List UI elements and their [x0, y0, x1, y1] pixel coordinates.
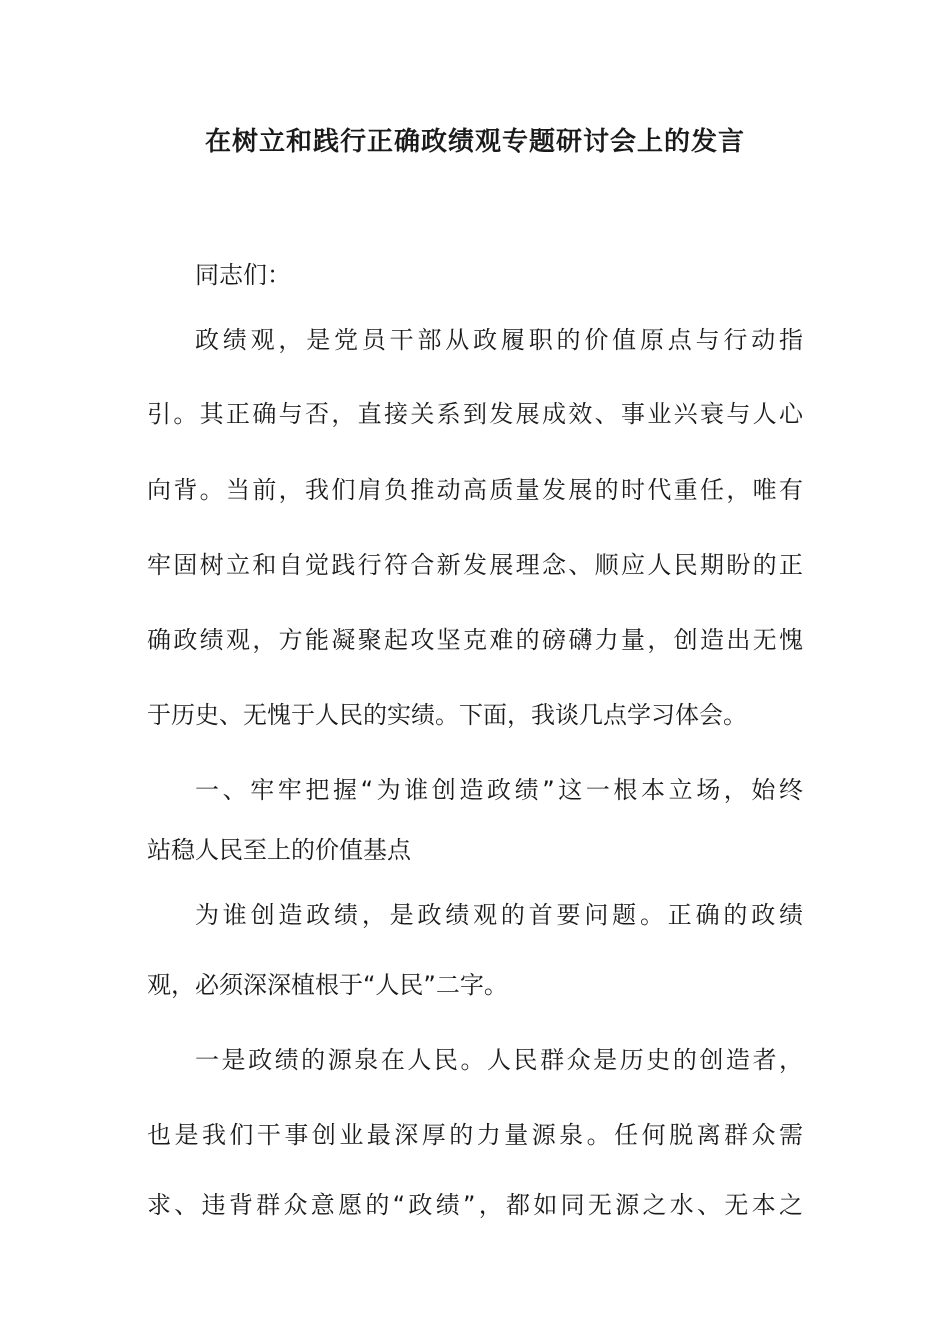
- paragraph-line: 向背。当前，我们肩负推动高质量发展的时代重任，唯有: [147, 476, 803, 504]
- salutation: 同志们：: [195, 261, 291, 289]
- paragraph-line: 于历史、无愧于人民的实绩。下面，我谈几点学习体会。: [147, 701, 747, 729]
- paragraph-line: 牢固树立和自觉践行符合新发展理念、顺应人民期盼的正: [147, 551, 803, 579]
- section-heading-line: 站稳人民至上的价值基点: [147, 836, 411, 864]
- paragraph-line: 确政绩观，方能凝聚起攻坚克难的磅礴力量，创造出无愧: [147, 626, 803, 654]
- paragraph-line: 政绩观，是党员干部从政履职的价值原点与行动指: [195, 326, 803, 354]
- paragraph-line: 也是我们干事创业最深厚的力量源泉。任何脱离群众需: [147, 1121, 803, 1149]
- paragraph-line: 引。其正确与否，直接关系到发展成效、事业兴衰与人心: [147, 400, 803, 428]
- document-title: 在树立和践行正确政绩观专题研讨会上的发言: [204, 127, 745, 157]
- paragraph-line: 观，必须深深植根于“人民”二字。: [147, 971, 508, 999]
- paragraph-line: 一是政绩的源泉在人民。人民群众是历史的创造者，: [195, 1046, 803, 1074]
- paragraph-line: 求、违背群众意愿的“政绩”，都如同无源之水、无本之: [147, 1191, 803, 1219]
- paragraph-line: 为谁创造政绩，是政绩观的首要问题。正确的政绩: [195, 901, 803, 929]
- section-heading-line: 一、牢牢把握“为谁创造政绩”这一根本立场，始终: [195, 776, 803, 804]
